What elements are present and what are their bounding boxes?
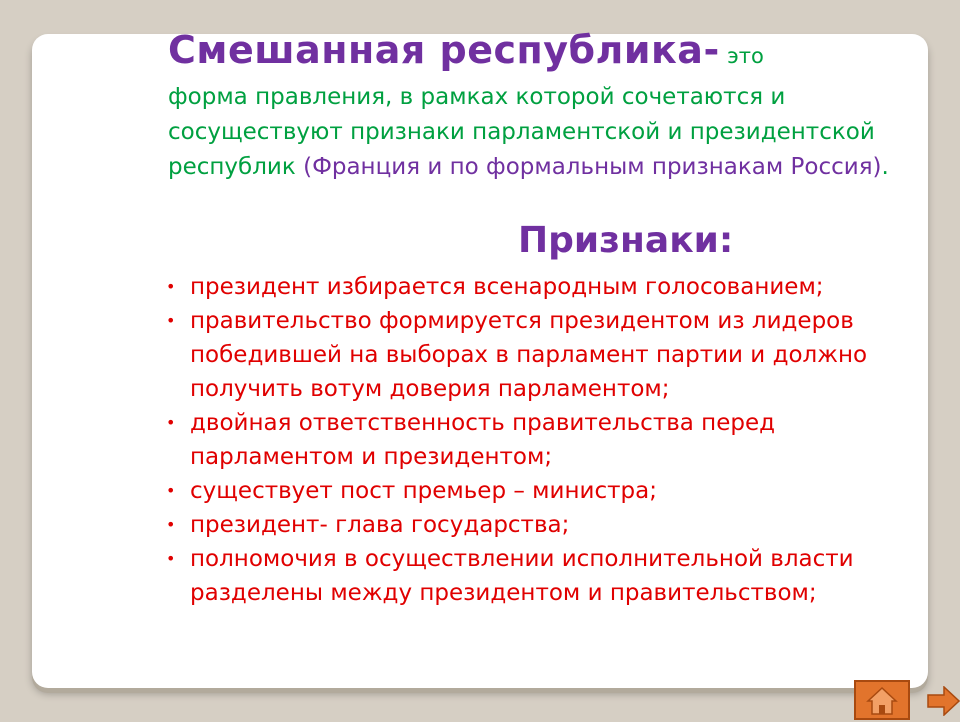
list-item xyxy=(166,474,926,508)
definition-end: . xyxy=(881,154,889,180)
bullet: • xyxy=(166,311,176,330)
definition-text xyxy=(168,80,928,185)
list-item xyxy=(166,508,926,542)
home-button[interactable] xyxy=(854,680,910,720)
bullet: • xyxy=(166,413,176,432)
bullet: • xyxy=(166,515,176,534)
features-heading: Признаки: xyxy=(518,220,734,261)
list-item-text: президент избирается всенародным голосованием; xyxy=(190,274,824,300)
home-icon xyxy=(856,682,908,718)
list-item xyxy=(166,406,926,474)
list-item-text: президент- глава государства; xyxy=(190,512,570,538)
headline xyxy=(168,28,764,72)
next-slide-button[interactable] xyxy=(926,686,960,720)
definition-main: форма правления, в рамках которой сочетаются и сосуществуют признаки парламентской и президентской республик xyxy=(168,84,875,180)
title-dash: - xyxy=(703,28,720,72)
features-list xyxy=(166,270,926,610)
list-item-text: двойная ответственность правительства перед парламентом и президентом; xyxy=(190,410,776,470)
list-item-text: полномочия в осуществлении исполнительной власти разделены между президентом и правительством; xyxy=(190,546,854,606)
bullet: • xyxy=(166,481,176,500)
list-item-text: существует пост премьер – министра; xyxy=(190,478,657,504)
list-item xyxy=(166,270,926,304)
list-item-text: правительство формируется президентом из лидеров победившей на выборах в парламент партии и должно получить вотум доверия парламентом; xyxy=(190,308,868,402)
bullet: • xyxy=(166,277,176,296)
list-item xyxy=(166,542,926,610)
intro-word: это xyxy=(727,44,764,68)
definition-parenthetical: (Франция и по формальным признакам Россия) xyxy=(303,154,882,180)
slide-title: Смешанная республика xyxy=(168,28,704,72)
bullet: • xyxy=(166,549,176,568)
arrow-right-icon xyxy=(926,686,960,716)
list-item xyxy=(166,304,926,406)
